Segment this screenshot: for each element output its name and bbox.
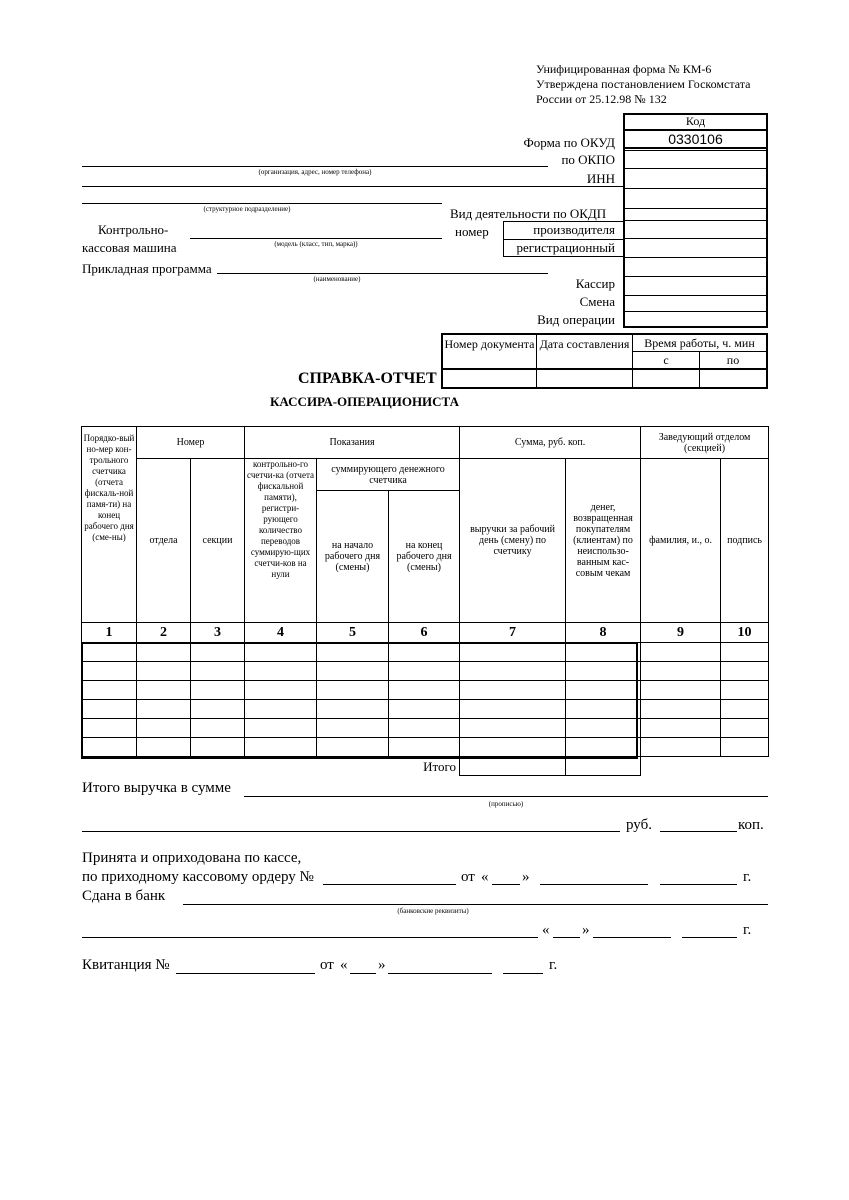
- okdp-label: Вид деятельности по ОКДП: [450, 206, 607, 221]
- col-number: 3: [191, 623, 245, 643]
- bank-quote-open: «: [542, 922, 550, 938]
- col-number: 7: [460, 623, 566, 643]
- subdivision-line[interactable]: [82, 203, 442, 204]
- table-row[interactable]: [82, 662, 769, 681]
- kkm-number-label: номер: [455, 224, 489, 239]
- kkm-model-caption: (модель (класс, тип, марка)): [274, 240, 358, 248]
- code-title: Код: [685, 114, 706, 128]
- table-row[interactable]: [82, 719, 769, 738]
- words-caption: (прописью): [488, 800, 524, 808]
- accepted-label-2: по приходному кассовому ордеру №: [82, 869, 314, 885]
- header-sum: Сумма, руб. коп.: [460, 427, 641, 459]
- col-number: 4: [245, 623, 317, 643]
- receipt-number-line[interactable]: [176, 973, 315, 974]
- col-number: 8: [566, 623, 641, 643]
- table-row[interactable]: [82, 643, 769, 662]
- shift-label: Смена: [579, 294, 615, 309]
- manufacturer-label: производителя: [533, 222, 615, 237]
- col-number: 5: [317, 623, 389, 643]
- table-row[interactable]: [82, 738, 769, 757]
- approval-date: России от 25.12.98 № 132: [536, 92, 667, 106]
- operation-label: Вид операции: [537, 312, 615, 327]
- work-time-from: с: [663, 353, 669, 367]
- bank-details-line[interactable]: [183, 904, 768, 905]
- inn-label: ИНН: [586, 171, 615, 186]
- okud-label: Форма по ОКУД: [523, 135, 615, 150]
- report-table: [81, 426, 769, 776]
- work-time-header: Время работы, ч. мин: [644, 336, 755, 350]
- page-title: СПРАВКА-ОТЧЕТ: [298, 370, 437, 387]
- total-label: Итого: [82, 757, 460, 776]
- page-subtitle: КАССИРА-ОПЕРАЦИОНИСТА: [270, 394, 459, 409]
- accepted-label-1: Принята и оприходована по кассе,: [82, 850, 302, 866]
- bank-month-line[interactable]: [593, 937, 671, 938]
- form-name: Унифицированная форма № КМ-6: [536, 62, 712, 76]
- kop-line[interactable]: [660, 831, 737, 832]
- total-returned-cell[interactable]: [566, 757, 641, 776]
- receipt-quote-open: «: [340, 957, 348, 973]
- bank-details-line-2[interactable]: [82, 937, 538, 938]
- order-year-line[interactable]: [660, 884, 737, 885]
- header-signature: подпись: [721, 459, 769, 623]
- header-revenue: выручки за рабочий день (смену) по счетчику: [460, 459, 566, 623]
- okpo-label: по ОКПО: [561, 152, 615, 167]
- header-summing: суммирующего денежного счетчика: [317, 459, 460, 491]
- cashier-label: Кассир: [575, 276, 615, 291]
- header-number: Номер: [137, 427, 245, 459]
- header-control: контрольно-го счетчи-ка (отчета фискальной памяти), регистри-рующего количество переводов суммирую-щих счетчи-ков на нули: [245, 459, 317, 623]
- program-caption: (наименование): [313, 275, 361, 283]
- revenue-words-line[interactable]: [244, 796, 768, 797]
- receipt-day-line[interactable]: [350, 973, 376, 974]
- header-head: Заведующий отделом (секцией): [641, 427, 769, 459]
- header-readings: Показания: [245, 427, 460, 459]
- header-name: фамилия, и., о.: [641, 459, 721, 623]
- approved-by: Утверждена постановлением Госкомстата: [536, 77, 751, 91]
- rub-label: руб.: [626, 817, 652, 833]
- program-label: Прикладная программа: [82, 261, 212, 276]
- kkm-label-1: Контрольно-: [98, 222, 169, 237]
- col-number: 9: [641, 623, 721, 643]
- organization-line-2[interactable]: [82, 186, 623, 187]
- work-time-to: по: [726, 353, 740, 367]
- revenue-label: Итого выручка в сумме: [82, 780, 231, 796]
- bank-caption: (банковские реквизиты): [397, 907, 469, 915]
- bank-year-label: г.: [743, 922, 752, 938]
- table-row[interactable]: [82, 700, 769, 719]
- header-serial: Порядко-вый но-мер кон-трольного счетчика (отчета фискаль-ной памя-ти) на конец рабочего дня (сме-ны): [82, 427, 137, 623]
- registration-label: регистрационный: [516, 240, 615, 255]
- order-month-line[interactable]: [540, 884, 648, 885]
- bank-label: Сдана в банк: [82, 888, 166, 904]
- okud-code[interactable]: 0330106: [668, 131, 723, 147]
- col-number: 10: [721, 623, 769, 643]
- subdivision-caption: (структурное подразделение): [203, 205, 291, 213]
- header-section: секции: [191, 459, 245, 623]
- doc-date-header: Дата составления: [539, 337, 630, 351]
- total-revenue-cell[interactable]: [460, 757, 566, 776]
- total-row: [82, 757, 769, 776]
- receipt-label: Квитанция №: [82, 957, 170, 973]
- col-number: 1: [82, 623, 137, 643]
- kkm-model-line[interactable]: [190, 238, 442, 239]
- revenue-words-line-2[interactable]: [82, 831, 620, 832]
- table-row[interactable]: [82, 681, 769, 700]
- bank-year-line[interactable]: [682, 937, 737, 938]
- receipt-year-line[interactable]: [503, 973, 543, 974]
- bank-day-line[interactable]: [553, 937, 580, 938]
- kkm-label-2: кассовая машина: [82, 240, 177, 255]
- order-quote-close: »: [522, 869, 530, 885]
- order-year-label: г.: [743, 869, 752, 885]
- organization-line[interactable]: [82, 166, 548, 167]
- header-returned: денег, возвращенная покупателям (клиентам) по неиспользо-ванным кас-совым чекам: [566, 459, 641, 623]
- order-from: от: [461, 869, 475, 885]
- receipt-month-line[interactable]: [388, 973, 492, 974]
- order-number-line[interactable]: [323, 884, 456, 885]
- order-day-line[interactable]: [492, 884, 520, 885]
- header-department: отдела: [137, 459, 191, 623]
- col-number: 2: [137, 623, 191, 643]
- header-end: на конец рабочего дня (смены): [389, 491, 460, 623]
- order-quote-open: «: [481, 869, 489, 885]
- receipt-quote-close: »: [378, 957, 386, 973]
- doc-number-header: Номер документа: [444, 337, 535, 351]
- header-start: на начало рабочего дня (смены): [317, 491, 389, 623]
- col-number: 6: [389, 623, 460, 643]
- receipt-year-label: г.: [549, 957, 558, 973]
- bank-quote-close: »: [582, 922, 590, 938]
- kop-label: коп.: [738, 817, 764, 833]
- receipt-from: от: [320, 957, 334, 973]
- program-line[interactable]: [217, 273, 548, 274]
- organization-caption: (организация, адрес, номер телефона): [258, 168, 372, 176]
